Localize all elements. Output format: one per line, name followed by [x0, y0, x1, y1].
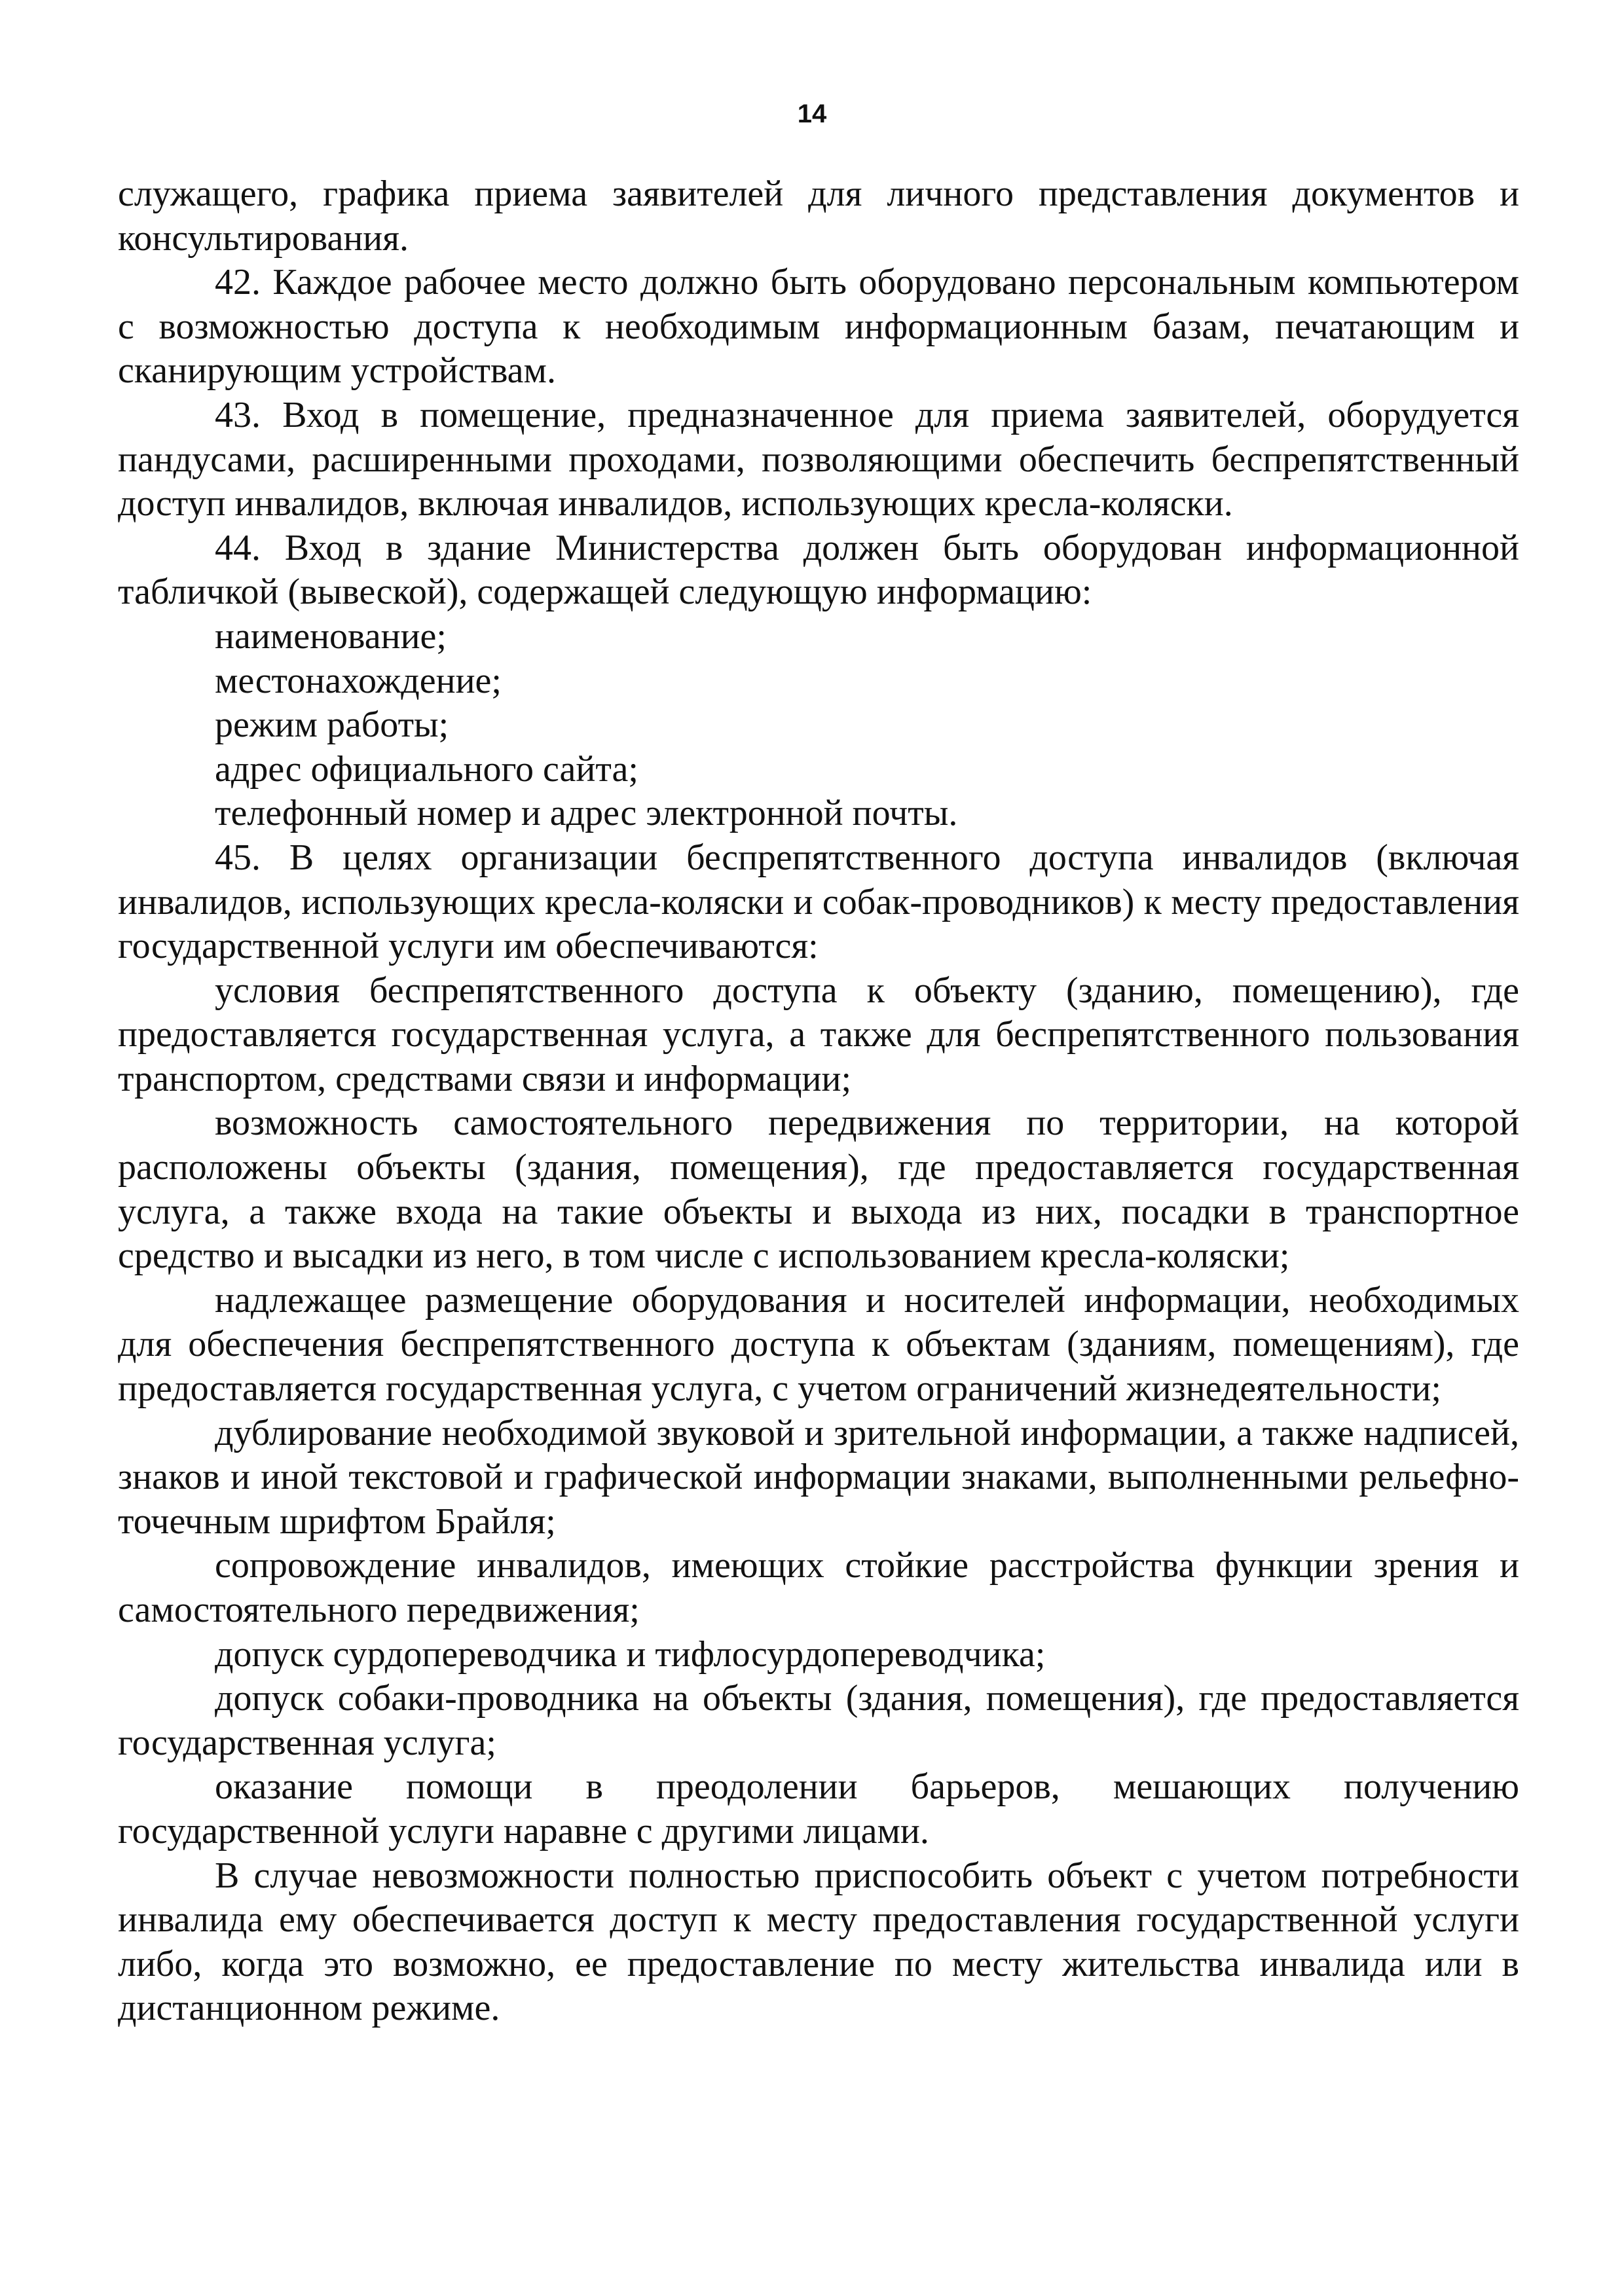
- document-body: [118, 172, 1519, 2031]
- paragraph-interpreter: допуск сурдопереводчика и тифлосурдопереводчика;: [215, 1633, 1046, 1675]
- paragraph-access-conditions: условия беспрепятственного доступа к объекту (зданию, помещению), где предоставляется государственная услуга, а также для беспрепятственного пользования транспортом, средствами связи и информации;: [118, 970, 1519, 1099]
- paragraph-equipment: надлежащее размещение оборудования и носителей информации, необходимых для обеспечения беспрепятственного доступа к объектам (зданиям, помещениям), где предоставляется государственная услуга, с учетом ограничений жизнедеятельности;: [118, 1279, 1519, 1410]
- paragraph-45: 45. В целях организации беспрепятственного доступа инвалидов (включая инвалидов, использующих кресла-коляски и собак-проводников) к месту предоставления государственной услуги им обеспечиваются:: [118, 837, 1519, 967]
- page-number: 14: [797, 100, 827, 128]
- paragraph-movement: возможность самостоятельного передвижения по территории, на которой расположены объекты (здания, помещения), где предоставляется государственная услуга, а также входа на такие объекты и выхода из них, посадки в транспортное средство и высадки из него, в том числе с использованием кресла-коляски;: [118, 1102, 1519, 1277]
- paragraph-assistance: оказание помощи в преодолении барьеров, мешающих получению государственной услуги наравне с другими лицами.: [118, 1766, 1519, 1851]
- list-item-name: наименование;: [215, 615, 447, 657]
- paragraph-remote-service: В случае невозможности полностью приспособить объект с учетом потребности инвалида ему обеспечивается доступ к месту предоставления государственной услуги либо, когда это возможно, ее предоставление по месту жительства инвалида или в дистанционном режиме.: [118, 1855, 1519, 2029]
- paragraph-escort: сопровождение инвалидов, имеющих стойкие расстройства функции зрения и самостоятельного передвижения;: [118, 1545, 1519, 1630]
- paragraph-44: 44. Вход в здание Министерства должен быть оборудован информационной табличкой (вывеской), содержащей следующую информацию:: [118, 527, 1519, 613]
- list-item-schedule: режим работы;: [215, 704, 449, 746]
- paragraph-braille: дублирование необходимой звуковой и зрительной информации, а также надписей, знаков и иной текстовой и графической информации знаками, выполненными рельефно-точечным шрифтом Брайля;: [118, 1412, 1519, 1542]
- paragraph-guide-dog: допуск собаки-проводника на объекты (здания, помещения), где предоставляется государственная услуга;: [118, 1678, 1519, 1763]
- list-item-contacts: телефонный номер и адрес электронной почты.: [215, 793, 958, 834]
- list-item-website: адрес официального сайта;: [215, 748, 638, 790]
- paragraph-42: 42. Каждое рабочее место должно быть оборудовано персональным компьютером с возможностью доступа к необходимым информационным базам, печатающим и сканирующим устройствам.: [118, 262, 1519, 392]
- paragraph-continuation: служащего, графика приема заявителей для личного представления документов и консультирования.: [118, 173, 1519, 259]
- paragraph-43: 43. Вход в помещение, предназначенное для приема заявителей, оборудуется пандусами, расширенными проходами, позволяющими обеспечить беспрепятственный доступ инвалидов, включая инвалидов, использующих кресла-коляски.: [118, 394, 1519, 524]
- list-item-location: местонахождение;: [215, 660, 502, 701]
